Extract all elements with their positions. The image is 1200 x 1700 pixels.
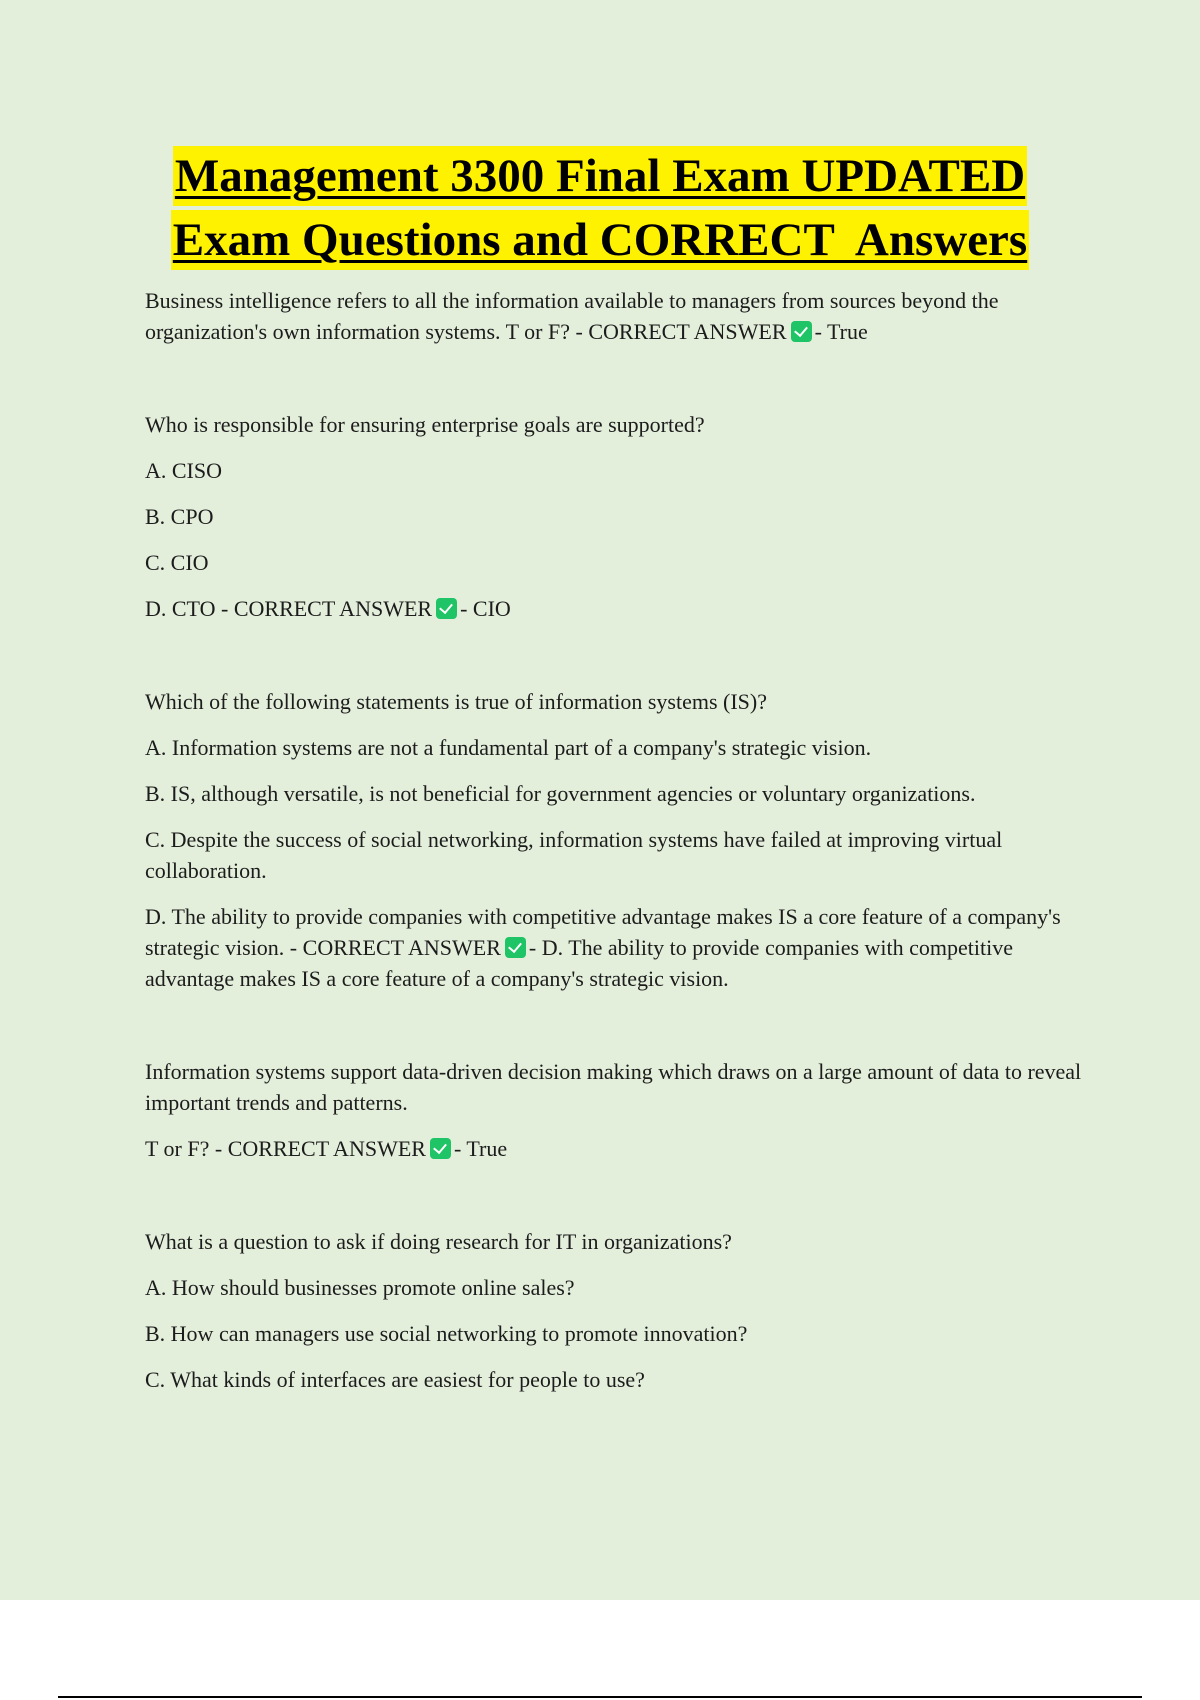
question-4: [145, 1056, 1095, 1164]
check-icon: [430, 1138, 451, 1159]
option-d-with-answer: D. CTO - CORRECT ANSWER - CIO: [145, 596, 511, 621]
question-text: Business intelligence refers to all the information available to managers from sources beyond the organization's own information systems. T or F? - CORRECT ANSWER - True: [145, 288, 999, 344]
answer-text: - True: [814, 319, 868, 344]
question-1: [145, 285, 1095, 347]
question-5: [145, 1226, 1095, 1395]
check-icon: [505, 937, 526, 958]
answer-text: - True: [453, 1136, 508, 1161]
check-icon: [791, 321, 812, 342]
option-a: A. Information systems are not a fundamental part of a company's strategic vision.: [145, 735, 872, 760]
footer-divider: [58, 1696, 1142, 1698]
option-c: C. CIO: [145, 550, 209, 575]
answer-label: CORRECT ANSWER: [227, 1136, 426, 1161]
option-b: B. CPO: [145, 504, 214, 529]
answer-label: CORRECT ANSWER: [233, 596, 433, 621]
title-line-2: Exam Questions and CORRECT Answers: [171, 210, 1029, 270]
answer-label: CORRECT ANSWER: [588, 319, 787, 344]
questions-list: [145, 285, 1095, 1410]
answer-label: CORRECT ANSWER: [302, 935, 501, 960]
question-2: [145, 409, 1095, 624]
option-c: C. Despite the success of social networking, information systems have failed at improving virtual collaboration.: [145, 827, 1003, 883]
answer-text: - D. The ability to provide companies with competitive advantage makes IS a core feature of a company's strategic vision.: [145, 935, 1013, 991]
option-a: A. How should businesses promote online sales?: [145, 1275, 575, 1300]
title-line-1: Management 3300 Final Exam UPDATED: [173, 146, 1027, 206]
true-false-answer: T or F? - CORRECT ANSWER - True: [145, 1136, 508, 1161]
question-prompt: Which of the following statements is true of information systems (IS)?: [145, 689, 767, 714]
question-prompt: Who is responsible for ensuring enterprise goals are supported?: [145, 412, 705, 437]
option-b: B. IS, although versatile, is not beneficial for government agencies or voluntary organizations.: [145, 781, 976, 806]
option-b: B. How can managers use social networking to promote innovation?: [145, 1321, 748, 1346]
option-d-with-answer: D. The ability to provide companies with competitive advantage makes IS a core feature of a company's strategic vision. - CORRECT ANSWER - D. The ability to provide companies with competitive advantage makes IS a core feature of a company's strategic vision.: [145, 904, 1061, 991]
document-title: [0, 146, 1200, 270]
question-3: [145, 686, 1095, 994]
option-a: A. CISO: [145, 458, 223, 483]
option-c: C. What kinds of interfaces are easiest for people to use?: [145, 1367, 645, 1392]
answer-text: - CIO: [460, 596, 511, 621]
question-prompt: Information systems support data-driven decision making which draws on a large amount of data to reveal important trends and patterns.: [145, 1059, 1082, 1115]
question-prompt: What is a question to ask if doing research for IT in organizations?: [145, 1229, 732, 1254]
check-icon: [436, 598, 457, 619]
